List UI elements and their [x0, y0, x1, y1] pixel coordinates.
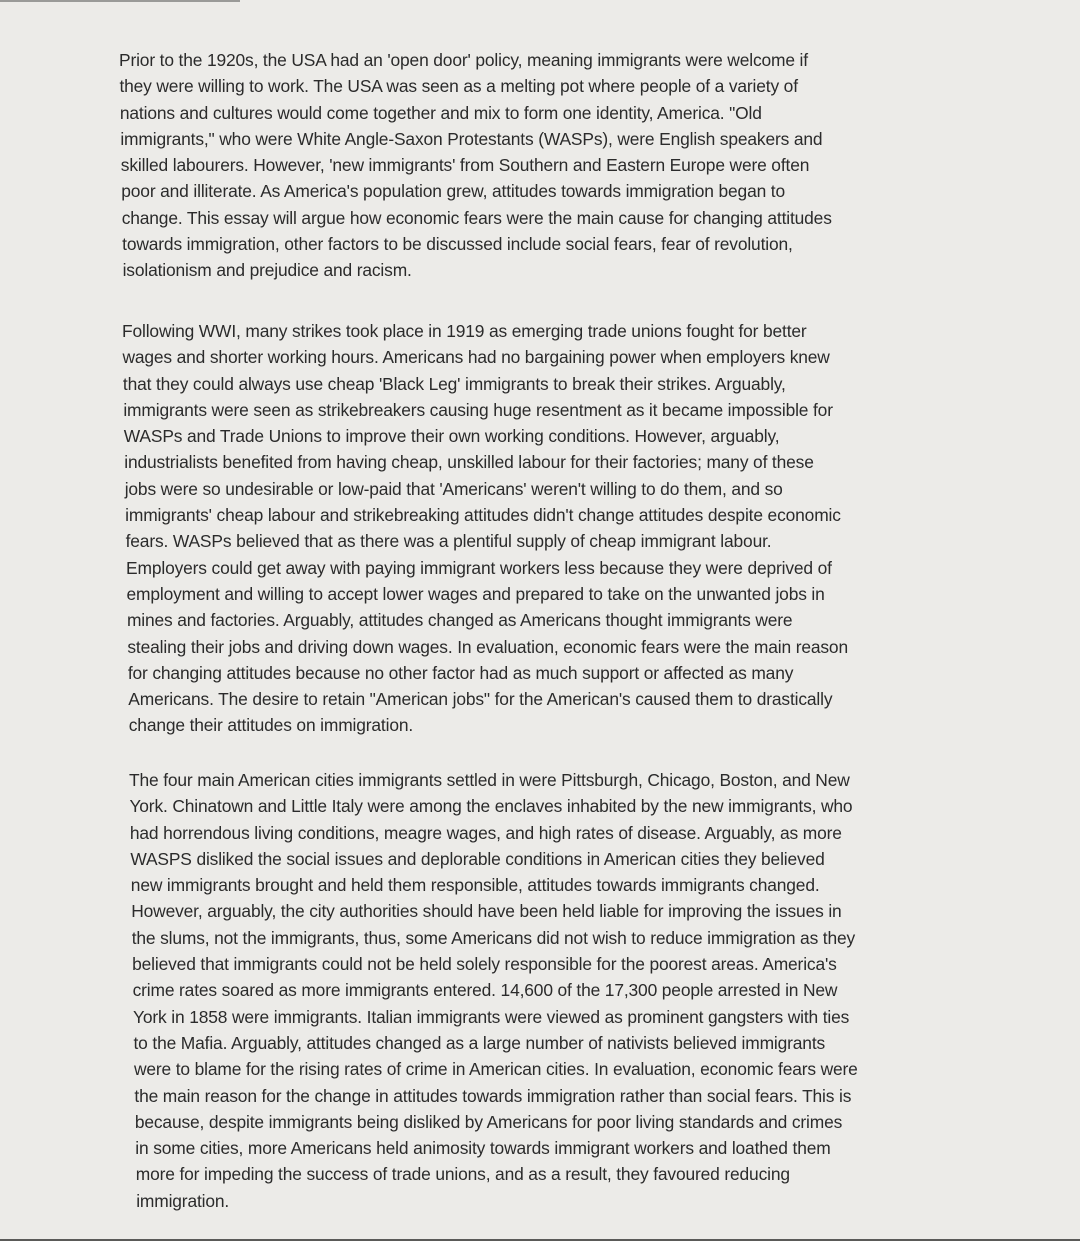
text-line: Employers could get away with paying immigrant workers less because they were deprived of — [126, 557, 832, 578]
text-line: fears. WASPs believed that as there was a plentiful supply of cheap immigrant labour. — [125, 531, 772, 552]
text-line: the main reason for the change in attitudes towards immigration rather than social fears. This is — [134, 1085, 852, 1106]
text-line: stealing their jobs and driving down wages. In evaluation, economic fears were the main reason — [127, 636, 848, 657]
text-line: Prior to the 1920s, the USA had an 'open door' policy, meaning immigrants were welcome if — [119, 50, 808, 70]
text-line: Following WWI, many strikes took place in 1919 as emerging trade unions fought for better — [122, 321, 807, 341]
page-edge-top — [0, 0, 240, 2]
text-line: believed that immigrants could not be held solely responsible for the poorest areas. America's — [132, 954, 837, 975]
text-line: had horrendous living conditions, meagre wages, and high rates of disease. Arguably, as more — [129, 822, 842, 843]
text-line: more for impeding the success of trade unions, and as a result, they favoured reducing — [135, 1164, 790, 1185]
text-line: Americans. The desire to retain "American jobs" for the American's caused them to drastically — [128, 689, 833, 710]
text-line: mines and factories. Arguably, attitudes changed as Americans thought immigrants were — [126, 610, 793, 631]
text-line: change. This essay will argue how economic fears were the main cause for changing attitudes — [121, 207, 832, 228]
text-line: for changing attitudes because no other factor had as much support or affected as many — [127, 662, 794, 683]
text-line: the slums, not the immigrants, thus, some Americans did not wish to reduce immigration as they — [131, 927, 856, 948]
text-line: that they could always use cheap 'Black Leg' immigrants to break their strikes. Arguably, — [122, 373, 786, 394]
text-line: York. Chinatown and Little Italy were among the enclaves inhabited by the new immigrants, who — [129, 796, 853, 817]
paragraph-introduction — [119, 47, 832, 284]
text-line: WASPS disliked the social issues and deplorable conditions in American cities they believed — [130, 848, 825, 869]
text-line: immigrants were seen as strikebreakers causing huge resentment as it became impossible for — [123, 399, 833, 420]
text-line: were to blame for the rising rates of crime in American cities. In evaluation, economic fears were — [133, 1059, 858, 1080]
text-line: employment and willing to accept lower wages and prepared to take on the unwanted jobs in — [126, 583, 825, 604]
text-line: to the Mafia. Arguably, attitudes changed as a large number of nativists believed immigrants — [133, 1032, 826, 1053]
text-line: The four main American cities immigrants settled in were Pittsburgh, Chicago, Boston, and New — [129, 770, 850, 790]
text-line: nations and cultures would come together and mix to form one identity, America. "Old — [119, 102, 762, 123]
text-line: they were willing to work. The USA was seen as a melting pot where people of a variety of — [119, 76, 798, 97]
text-line: industrialists benefited from having cheap, unskilled labour for their factories; many of these — [124, 452, 814, 473]
text-line: poor and illiterate. As America's population grew, attitudes towards immigration began to — [121, 181, 785, 202]
text-line: new immigrants brought and held them responsible, attitudes towards immigrants changed. — [130, 875, 820, 896]
text-line: change their attitudes on immigration. — [128, 715, 414, 736]
paragraph-economic-fears — [122, 318, 848, 739]
text-line: in some cities, more Americans held animosity towards immigrant workers and loathed them — [135, 1138, 831, 1159]
text-line: skilled labourers. However, 'new immigrants' from Southern and Eastern Europe were often — [120, 155, 810, 176]
text-line: wages and shorter working hours. Americans had no bargaining power when employers knew — [122, 347, 830, 368]
text-line: York in 1858 were immigrants. Italian immigrants were viewed as prominent gangsters with ties — [133, 1006, 850, 1027]
text-line: crime rates soared as more immigrants entered. 14,600 of the 17,300 people arrested in New — [132, 980, 838, 1001]
text-line: WASPs and Trade Unions to improve their own working conditions. However, arguably, — [123, 426, 780, 447]
text-line: jobs were so undesirable or low-paid that 'Americans' weren't willing to do them, and so — [124, 478, 783, 499]
text-line: immigration. — [136, 1190, 230, 1211]
text-line: towards immigration, other factors to be discussed include social fears, fear of revolution, — [122, 234, 793, 255]
text-line: However, arguably, the city authorities should have been held liable for improving the issues in — [131, 901, 842, 922]
text-line: immigrants," who were White Angle-Saxon Protestants (WASPs), were English speakers and — [120, 128, 823, 149]
paragraph-social-fears — [129, 767, 858, 1214]
text-line: immigrants' cheap labour and strikebreaking attitudes didn't change attitudes despite economic — [125, 505, 841, 526]
text-line: isolationism and prejudice and racism. — [122, 260, 412, 281]
text-line: because, despite immigrants being disliked by Americans for poor living standards and crimes — [134, 1111, 843, 1132]
